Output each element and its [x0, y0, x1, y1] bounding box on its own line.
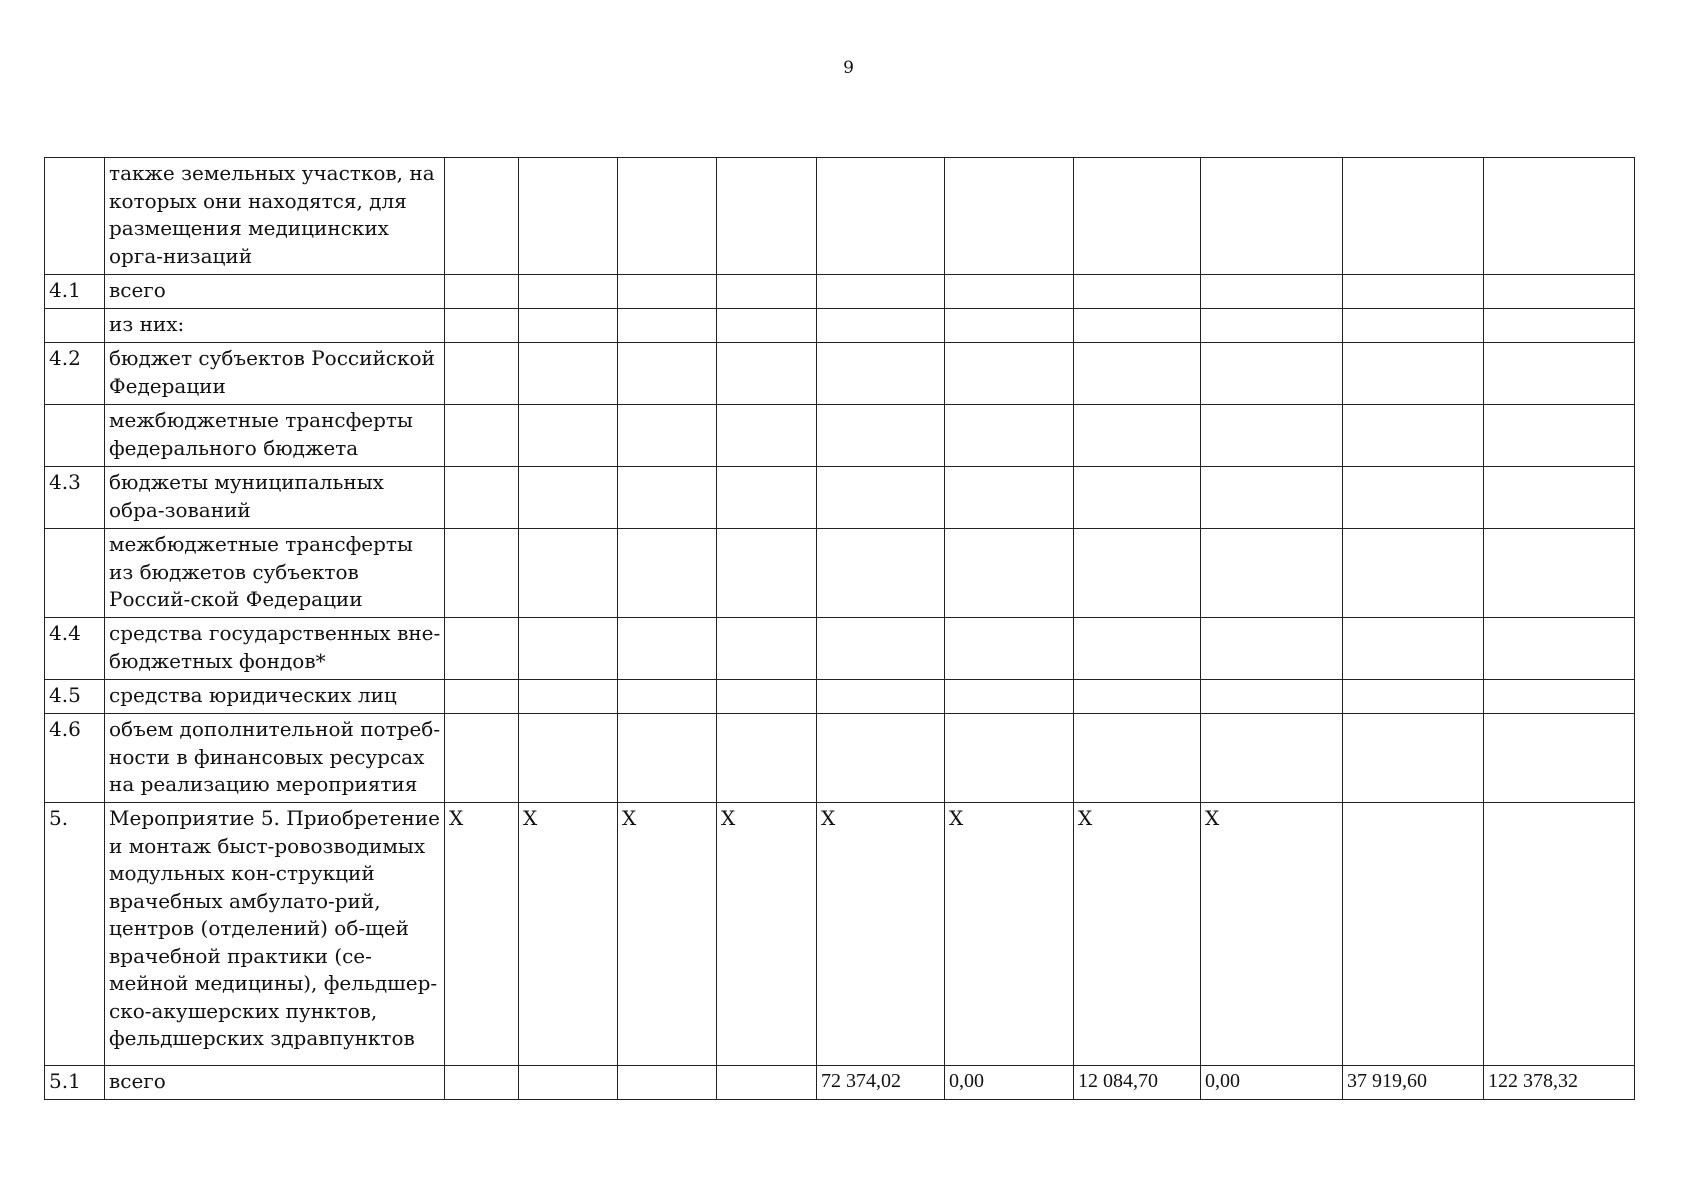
value-cell [1074, 467, 1201, 529]
value-cell [1343, 803, 1484, 1066]
table-row [45, 343, 1635, 405]
value-cell [1074, 714, 1201, 803]
value-cell [1484, 343, 1635, 405]
table-row [45, 405, 1635, 467]
row-name-cell: всего [105, 275, 445, 309]
value-cell [618, 714, 717, 803]
row-number-cell: 4.5 [45, 680, 105, 714]
value-cell: X [618, 803, 717, 1066]
row-name-cell: межбюджетные трансферты федерального бюджета [105, 405, 445, 467]
value-cell: 12 084,70 [1074, 1066, 1201, 1100]
value-cell: X [519, 803, 618, 1066]
value-cell [717, 1066, 817, 1100]
value-cell [1343, 158, 1484, 275]
value-cell [1484, 529, 1635, 618]
value-cell [817, 618, 945, 680]
value-cell [519, 467, 618, 529]
value-cell [1201, 529, 1343, 618]
value-cell: X [717, 803, 817, 1066]
row-name-cell: средства юридических лиц [105, 680, 445, 714]
value-cell [1484, 680, 1635, 714]
value-cell [1343, 309, 1484, 343]
value-cell: 122 378,32 [1484, 1066, 1635, 1100]
value-cell [1074, 405, 1201, 467]
value-cell [1201, 275, 1343, 309]
value-cell [717, 618, 817, 680]
value-cell [445, 405, 519, 467]
value-cell [817, 680, 945, 714]
value-cell [1074, 158, 1201, 275]
value-cell [817, 529, 945, 618]
value-cell [1201, 618, 1343, 680]
value-cell: X [945, 803, 1074, 1066]
value-cell [618, 343, 717, 405]
row-number-cell: 4.6 [45, 714, 105, 803]
value-cell: X [445, 803, 519, 1066]
table-row [45, 803, 1635, 1066]
value-cell [618, 158, 717, 275]
value-cell [817, 343, 945, 405]
table-row [45, 1066, 1635, 1100]
row-name-cell: всего [105, 1066, 445, 1100]
row-name-cell: средства государственных вне-бюджетных фондов* [105, 618, 445, 680]
value-cell [1074, 680, 1201, 714]
value-cell [519, 343, 618, 405]
value-cell [945, 405, 1074, 467]
row-name-cell: из них: [105, 309, 445, 343]
value-cell [445, 467, 519, 529]
value-cell [618, 275, 717, 309]
value-cell [717, 309, 817, 343]
value-cell [445, 1066, 519, 1100]
value-cell [1343, 343, 1484, 405]
value-cell [945, 680, 1074, 714]
table-row [45, 529, 1635, 618]
value-cell: X [1074, 803, 1201, 1066]
value-cell [1484, 405, 1635, 467]
value-cell [945, 309, 1074, 343]
row-name-cell: бюджет субъектов Российской Федерации [105, 343, 445, 405]
value-cell: X [1201, 803, 1343, 1066]
value-cell [445, 680, 519, 714]
value-cell [445, 618, 519, 680]
value-cell [817, 309, 945, 343]
value-cell [618, 529, 717, 618]
value-cell [445, 158, 519, 275]
table-body [45, 158, 1635, 1100]
value-cell [1074, 275, 1201, 309]
value-cell [1343, 467, 1484, 529]
row-number-cell [45, 405, 105, 467]
value-cell [519, 309, 618, 343]
value-cell [717, 405, 817, 467]
table-row [45, 714, 1635, 803]
value-cell [519, 529, 618, 618]
row-name-cell: также земельных участков, на которых они находятся, для размещения медицинских орга-низаций [105, 158, 445, 275]
value-cell [1343, 714, 1484, 803]
value-cell [1201, 343, 1343, 405]
value-cell [1484, 714, 1635, 803]
value-cell: 0,00 [1201, 1066, 1343, 1100]
table-row [45, 309, 1635, 343]
table-row [45, 680, 1635, 714]
value-cell [1074, 309, 1201, 343]
row-number-cell: 4.3 [45, 467, 105, 529]
value-cell [1484, 158, 1635, 275]
value-cell [717, 680, 817, 714]
value-cell [445, 343, 519, 405]
value-cell [1484, 803, 1635, 1066]
value-cell [1484, 618, 1635, 680]
row-number-cell: 5. [45, 803, 105, 1066]
value-cell [519, 680, 618, 714]
value-cell [1343, 529, 1484, 618]
value-cell [817, 467, 945, 529]
value-cell [1201, 714, 1343, 803]
value-cell [1343, 618, 1484, 680]
value-cell [519, 714, 618, 803]
value-cell [519, 158, 618, 275]
value-cell [618, 405, 717, 467]
row-name-cell: бюджеты муниципальных обра-зований [105, 467, 445, 529]
value-cell: 0,00 [945, 1066, 1074, 1100]
value-cell [945, 467, 1074, 529]
row-number-cell: 4.1 [45, 275, 105, 309]
row-number-cell: 5.1 [45, 1066, 105, 1100]
row-number-cell: 4.4 [45, 618, 105, 680]
value-cell [618, 309, 717, 343]
value-cell [717, 275, 817, 309]
row-name-cell: объем дополнительной потреб-ности в финансовых ресурсах на реализацию мероприятия [105, 714, 445, 803]
value-cell [1343, 680, 1484, 714]
value-cell [445, 714, 519, 803]
page-number: 9 [843, 58, 854, 78]
value-cell: 72 374,02 [817, 1066, 945, 1100]
value-cell [717, 529, 817, 618]
value-cell [519, 1066, 618, 1100]
value-cell [618, 680, 717, 714]
value-cell [1201, 467, 1343, 529]
value-cell [1074, 618, 1201, 680]
value-cell [519, 618, 618, 680]
value-cell [717, 343, 817, 405]
value-cell [1201, 158, 1343, 275]
row-number-cell [45, 529, 105, 618]
value-cell [817, 275, 945, 309]
table-row [45, 275, 1635, 309]
value-cell [618, 467, 717, 529]
value-cell [1484, 467, 1635, 529]
value-cell [717, 158, 817, 275]
value-cell [945, 343, 1074, 405]
value-cell [445, 309, 519, 343]
value-cell [445, 275, 519, 309]
row-number-cell: 4.2 [45, 343, 105, 405]
value-cell [519, 275, 618, 309]
value-cell [1074, 529, 1201, 618]
value-cell [1484, 275, 1635, 309]
row-name-cell: Мероприятие 5. Приобретение и монтаж быст-ровозводимых модульных кон-струкций врачебных амбулато-рий, центров (отделений) об-щей врачебной практики (се-мейной медицины), фельдшер-ско-акушерских пунктов, фельдшерских здравпунктов [105, 803, 445, 1066]
value-cell [717, 467, 817, 529]
value-cell [1201, 405, 1343, 467]
value-cell [945, 714, 1074, 803]
value-cell [945, 529, 1074, 618]
table-row [45, 158, 1635, 275]
value-cell [945, 158, 1074, 275]
row-number-cell [45, 309, 105, 343]
value-cell: X [817, 803, 945, 1066]
value-cell [1343, 275, 1484, 309]
value-cell [1074, 343, 1201, 405]
value-cell: 37 919,60 [1343, 1066, 1484, 1100]
value-cell [445, 529, 519, 618]
value-cell [1343, 405, 1484, 467]
value-cell [945, 275, 1074, 309]
value-cell [817, 405, 945, 467]
value-cell [618, 618, 717, 680]
value-cell [717, 714, 817, 803]
value-cell [817, 158, 945, 275]
budget-table [44, 157, 1635, 1100]
value-cell [1201, 680, 1343, 714]
value-cell [618, 1066, 717, 1100]
value-cell [817, 714, 945, 803]
value-cell [1201, 309, 1343, 343]
table-row [45, 467, 1635, 529]
row-name-cell: межбюджетные трансферты из бюджетов субъектов Россий-ской Федерации [105, 529, 445, 618]
value-cell [945, 618, 1074, 680]
row-number-cell [45, 158, 105, 275]
value-cell [519, 405, 618, 467]
value-cell [1484, 309, 1635, 343]
table-row [45, 618, 1635, 680]
